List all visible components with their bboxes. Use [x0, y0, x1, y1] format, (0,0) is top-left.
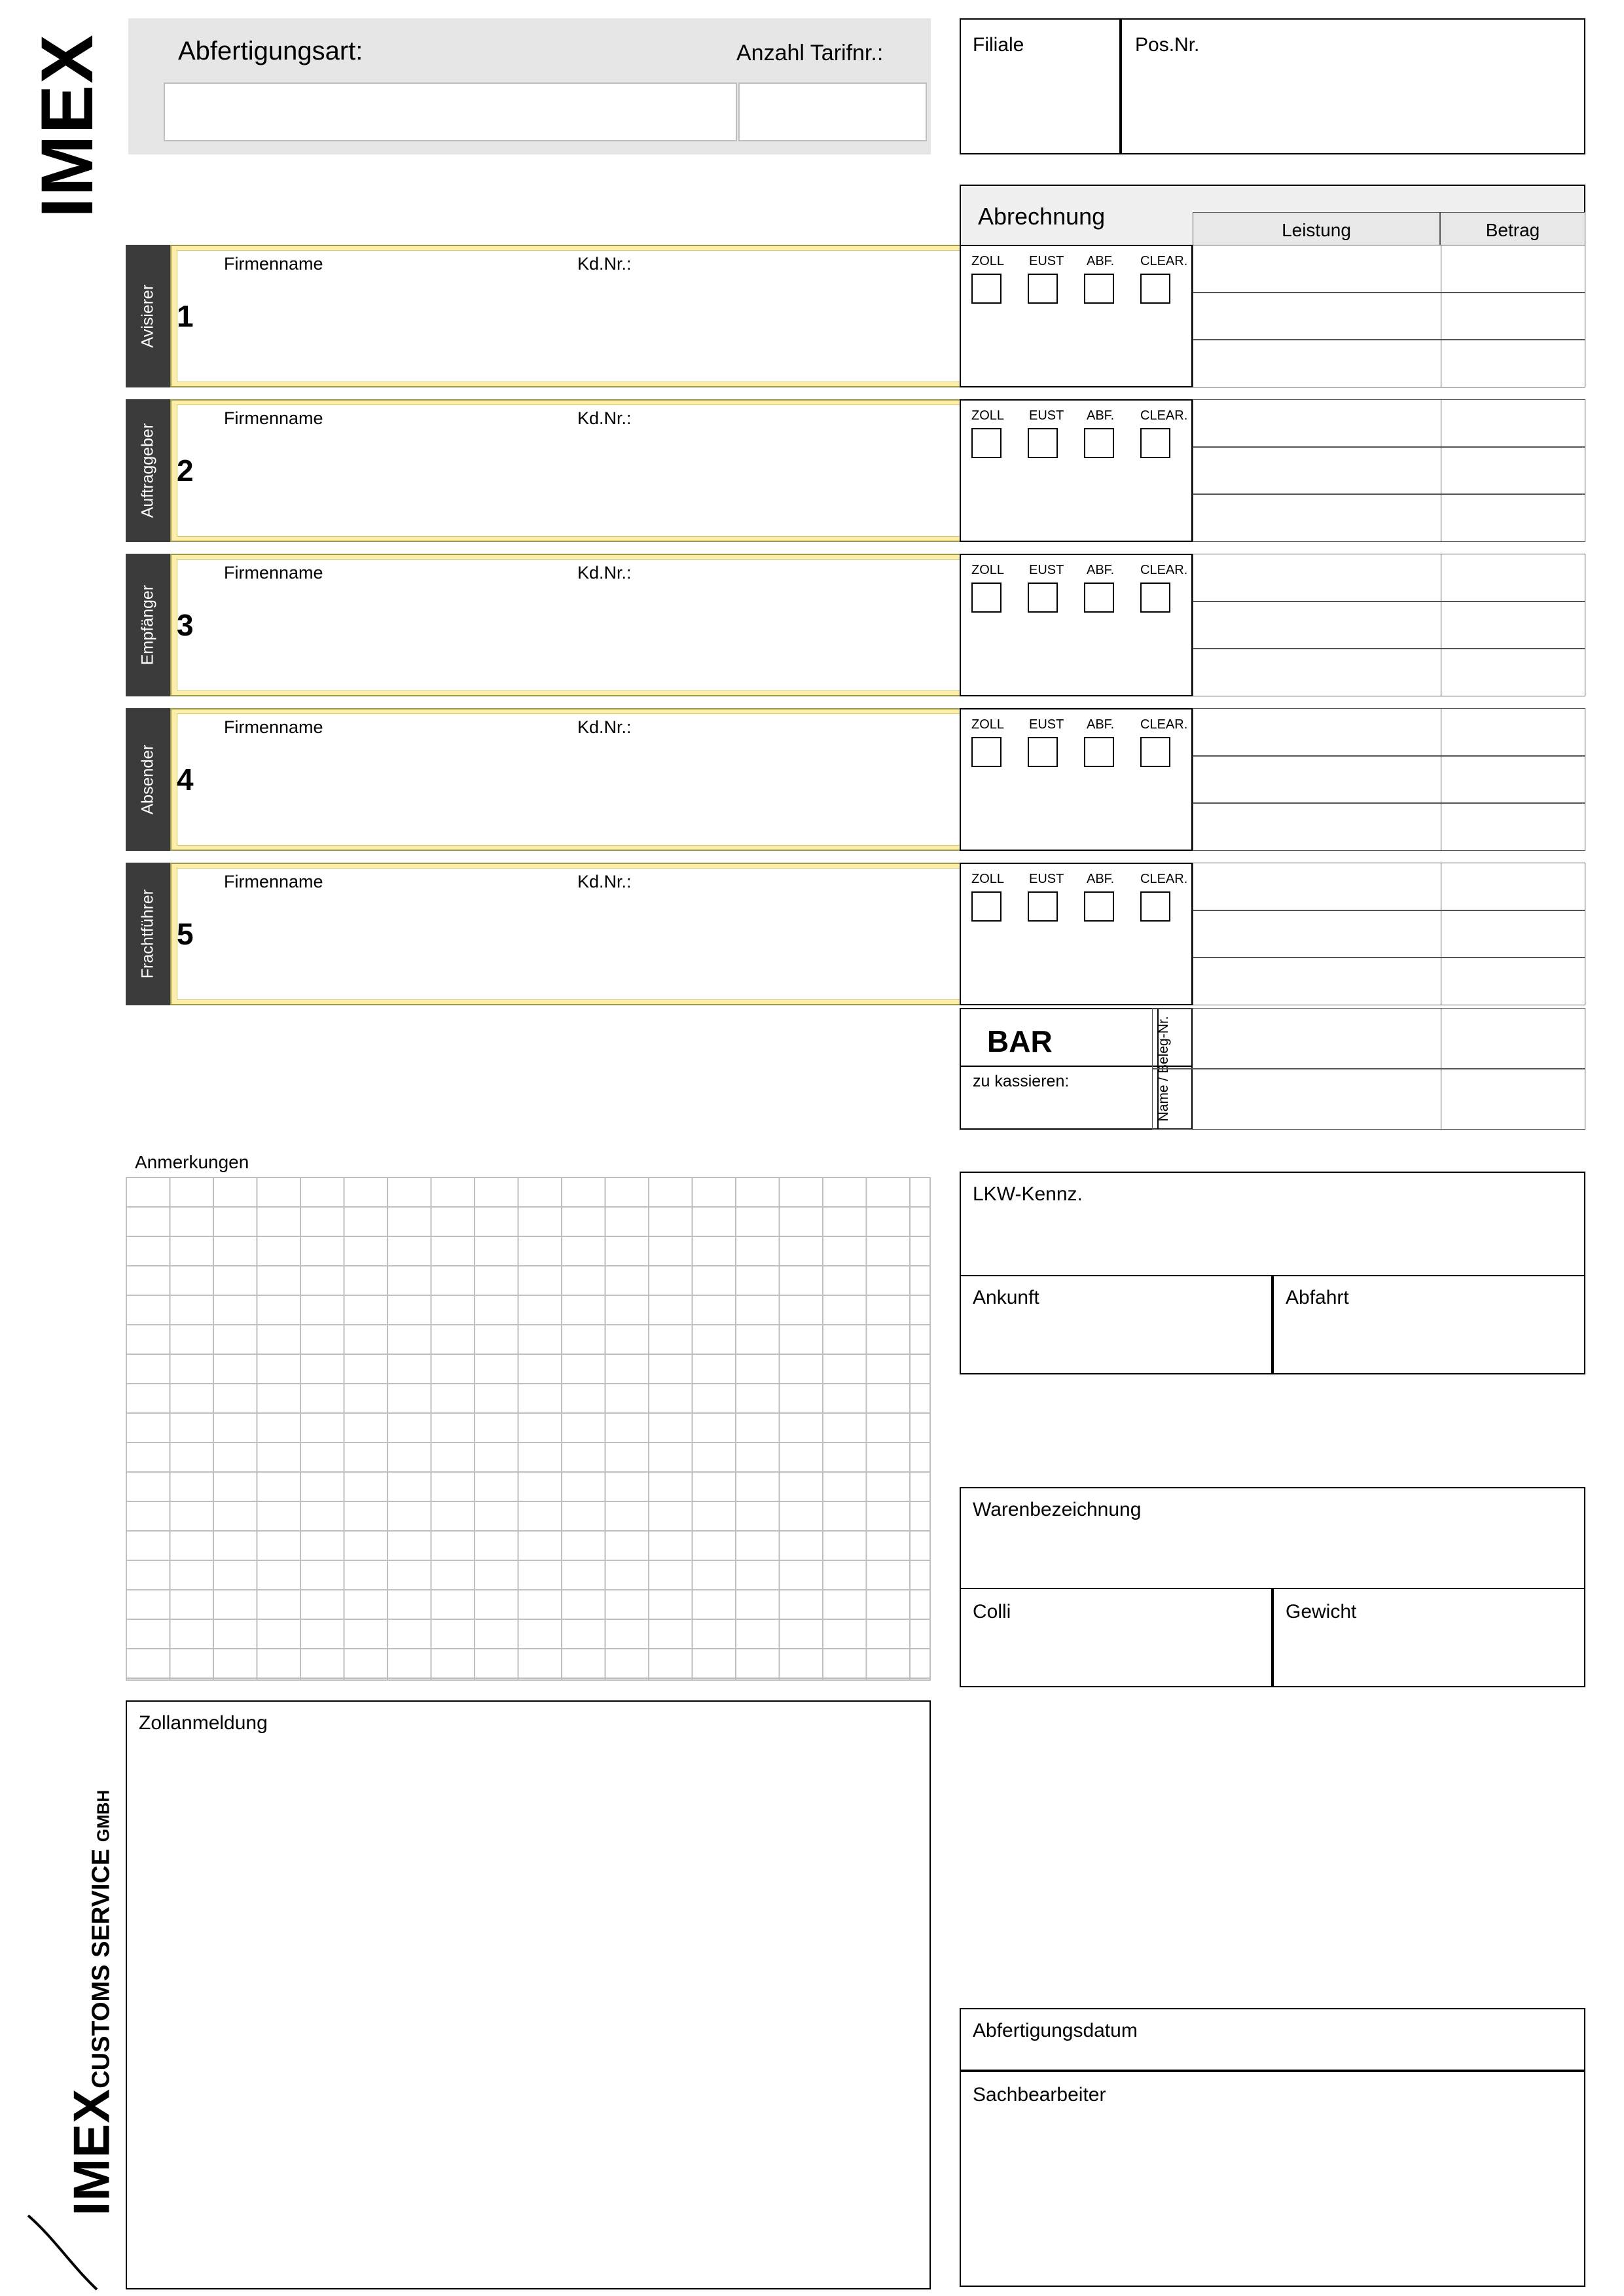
abrechnung-line[interactable]: [1193, 447, 1585, 495]
party-tab-label: Frachtführer: [138, 889, 157, 979]
abrechnung-lines-5: [1193, 863, 1585, 1005]
abrechnung-line[interactable]: [1193, 601, 1585, 649]
abrechnung-col-leistung: [1193, 212, 1440, 249]
chk-label-eust: EUST: [1029, 254, 1064, 268]
abrechnung-checkboxes-2: [960, 399, 1193, 542]
chk-label-zoll: ZOLL: [971, 872, 1005, 886]
leistung-label: Leistung: [1282, 220, 1351, 240]
checkbox-abf[interactable]: [1084, 583, 1114, 613]
chk-label-abf: ABF.: [1087, 254, 1115, 268]
abrechnung-row-3: [960, 554, 1585, 696]
footer-gmbh-text: GMBH: [93, 1789, 113, 1842]
checkbox-zoll[interactable]: [971, 428, 1001, 458]
abfahrt-label: Abfahrt: [1286, 1287, 1349, 1308]
abrechnung-title: Abrechnung: [978, 203, 1106, 230]
abrechnung-lines-4: [1193, 708, 1585, 851]
chk-label-clear: CLEAR.: [1140, 408, 1188, 423]
abrechnung-line[interactable]: [1193, 756, 1585, 804]
footer-service-text: SERVICE: [87, 1842, 115, 1958]
footer-x-text: X: [62, 2088, 120, 2123]
abrechnung-row-4: [960, 708, 1585, 851]
abrechnung-col-betrag: [1440, 212, 1585, 249]
chk-label-abf: ABF.: [1087, 717, 1115, 732]
zollanmeldung-field[interactable]: [126, 1700, 931, 2289]
chk-label-clear: CLEAR.: [1140, 254, 1188, 268]
abrechnung-checkboxes-5: [960, 863, 1193, 1005]
abrechnung-line[interactable]: [1193, 863, 1585, 910]
checkbox-eust[interactable]: [1028, 891, 1058, 922]
firmenname-label: Firmenname: [224, 563, 323, 583]
chk-label-abf: ABF.: [1087, 408, 1115, 423]
party-number: 2: [177, 454, 194, 488]
ankunft-label: Ankunft: [973, 1287, 1039, 1308]
firmenname-label: Firmenname: [224, 872, 323, 891]
chk-label-clear: CLEAR.: [1140, 872, 1188, 886]
party-number: 5: [177, 917, 194, 951]
chk-label-eust: EUST: [1029, 717, 1064, 732]
party-row-frachtfuehrer: [126, 863, 1076, 1005]
abrechnung-line[interactable]: [1193, 803, 1585, 851]
checkbox-eust[interactable]: [1028, 583, 1058, 613]
party-tab-absender: [126, 708, 170, 851]
anmerkungen-grid[interactable]: [126, 1177, 931, 1681]
footer-customs-text: CUSTOMS: [87, 1957, 115, 2089]
abrechnung-line[interactable]: [1193, 340, 1585, 387]
abrechnung-checkboxes-1: [960, 245, 1193, 387]
party-row-empfaenger: [126, 554, 1076, 696]
kdnr-label: Kd.Nr.:: [577, 408, 632, 428]
abrechnung-lines-2: [1193, 399, 1585, 542]
party-tab-avisierer: [126, 245, 170, 387]
abrechnung-checkboxes-3: [960, 554, 1193, 696]
imex-footer-logo-text: [62, 1789, 122, 2216]
party-row-avisierer: [126, 245, 1076, 387]
party-tab-frachtfuehrer: [126, 863, 170, 1005]
abrechnung-line[interactable]: [1193, 494, 1585, 542]
checkbox-abf[interactable]: [1084, 737, 1114, 767]
abfertigungsart-label: Abfertigungsart:: [178, 37, 363, 65]
imex-logo-text: IMEX: [26, 33, 108, 218]
checkbox-abf[interactable]: [1084, 428, 1114, 458]
abrechnung-lines-3: [1193, 554, 1585, 696]
sachbearbeiter-label: Sachbearbeiter: [973, 2084, 1106, 2106]
party-tab-label: Empfänger: [138, 584, 157, 666]
checkbox-abf[interactable]: [1084, 274, 1114, 304]
anzahl-tarifnr-input[interactable]: [738, 82, 927, 141]
checkbox-clear[interactable]: [1140, 583, 1170, 613]
checkbox-zoll[interactable]: [971, 737, 1001, 767]
abrechnung-lines-1: [1193, 245, 1585, 387]
footer-imex-text: IME: [62, 2123, 120, 2216]
chk-label-abf: ABF.: [1087, 563, 1115, 577]
abrechnung-line[interactable]: [1193, 399, 1585, 447]
bar-line[interactable]: [1152, 1008, 1585, 1069]
kdnr-label: Kd.Nr.:: [577, 717, 632, 737]
abrechnung-line[interactable]: [1193, 910, 1585, 958]
bar-title: BAR: [987, 1024, 1053, 1058]
checkbox-eust[interactable]: [1028, 428, 1058, 458]
party-row-auftraggeber: [126, 399, 1076, 542]
chk-label-abf: ABF.: [1087, 872, 1115, 886]
party-tab-label: Absender: [138, 744, 157, 815]
party-row-absender: [126, 708, 1076, 851]
warenbezeichnung-label: Warenbezeichnung: [973, 1499, 1142, 1520]
abrechnung-line[interactable]: [1193, 554, 1585, 601]
abfertigungsdatum-label: Abfertigungsdatum: [973, 2020, 1138, 2041]
abrechnung-line[interactable]: [1193, 293, 1585, 340]
chk-label-eust: EUST: [1029, 563, 1064, 577]
bar-subtitle: zu kassieren:: [973, 1072, 1070, 1090]
bar-line[interactable]: [1152, 1069, 1585, 1130]
bar-lines: [1152, 1008, 1585, 1130]
kdnr-label: Kd.Nr.:: [577, 563, 632, 583]
checkbox-eust[interactable]: [1028, 274, 1058, 304]
zollanmeldung-label: Zollanmeldung: [139, 1712, 268, 1734]
checkbox-abf[interactable]: [1084, 891, 1114, 922]
abrechnung-row-2: [960, 399, 1585, 542]
checkbox-clear[interactable]: [1140, 428, 1170, 458]
chk-label-eust: EUST: [1029, 872, 1064, 886]
firmenname-label: Firmenname: [224, 408, 323, 428]
posnr-label: Pos.Nr.: [1135, 34, 1200, 56]
abrechnung-line[interactable]: [1193, 649, 1585, 696]
party-tab-auftraggeber: [126, 399, 170, 542]
checkbox-zoll[interactable]: [971, 891, 1001, 922]
checkbox-eust[interactable]: [1028, 737, 1058, 767]
abrechnung-line[interactable]: [1193, 958, 1585, 1005]
chk-label-zoll: ZOLL: [971, 563, 1005, 577]
party-tab-label: Auftraggeber: [138, 423, 157, 518]
firmenname-label: Firmenname: [224, 717, 323, 737]
anmerkungen-label: Anmerkungen: [135, 1152, 249, 1172]
firmenname-label: Firmenname: [224, 254, 323, 274]
party-number: 1: [177, 299, 194, 333]
gewicht-label: Gewicht: [1286, 1601, 1357, 1623]
checkbox-zoll[interactable]: [971, 274, 1001, 304]
chk-label-eust: EUST: [1029, 408, 1064, 423]
party-number: 4: [177, 762, 194, 797]
party-tab-empfaenger: [126, 554, 170, 696]
party-tab-label: Avisierer: [138, 284, 157, 348]
anzahl-tarifnr-label: Anzahl Tarifnr.:: [736, 41, 884, 65]
bar-name-beleg-label: Name / Beleg-Nr.: [1156, 1016, 1171, 1122]
lkw-kennz-label: LKW-Kennz.: [973, 1183, 1083, 1205]
betrag-label: Betrag: [1485, 220, 1540, 240]
abrechnung-row-1: [960, 245, 1585, 387]
abrechnung-line[interactable]: [1193, 245, 1585, 293]
chk-label-clear: CLEAR.: [1140, 717, 1188, 732]
filiale-label: Filiale: [973, 34, 1024, 56]
abrechnung-checkboxes-4: [960, 708, 1193, 851]
checkbox-zoll[interactable]: [971, 583, 1001, 613]
checkbox-clear[interactable]: [1140, 737, 1170, 767]
chk-label-clear: CLEAR.: [1140, 563, 1188, 577]
abrechnung-line[interactable]: [1193, 708, 1585, 756]
checkbox-clear[interactable]: [1140, 891, 1170, 922]
chk-label-zoll: ZOLL: [971, 254, 1005, 268]
colli-label: Colli: [973, 1601, 1011, 1623]
chk-label-zoll: ZOLL: [971, 408, 1005, 423]
party-number: 3: [177, 608, 194, 642]
abrechnung-row-5: [960, 863, 1585, 1005]
imex-logo: [20, 13, 111, 249]
checkbox-clear[interactable]: [1140, 274, 1170, 304]
abfertigungsart-input[interactable]: [164, 82, 737, 141]
kdnr-label: Kd.Nr.:: [577, 254, 632, 274]
imex-swoosh-icon: [25, 2212, 103, 2291]
chk-label-zoll: ZOLL: [971, 717, 1005, 732]
kdnr-label: Kd.Nr.:: [577, 872, 632, 891]
